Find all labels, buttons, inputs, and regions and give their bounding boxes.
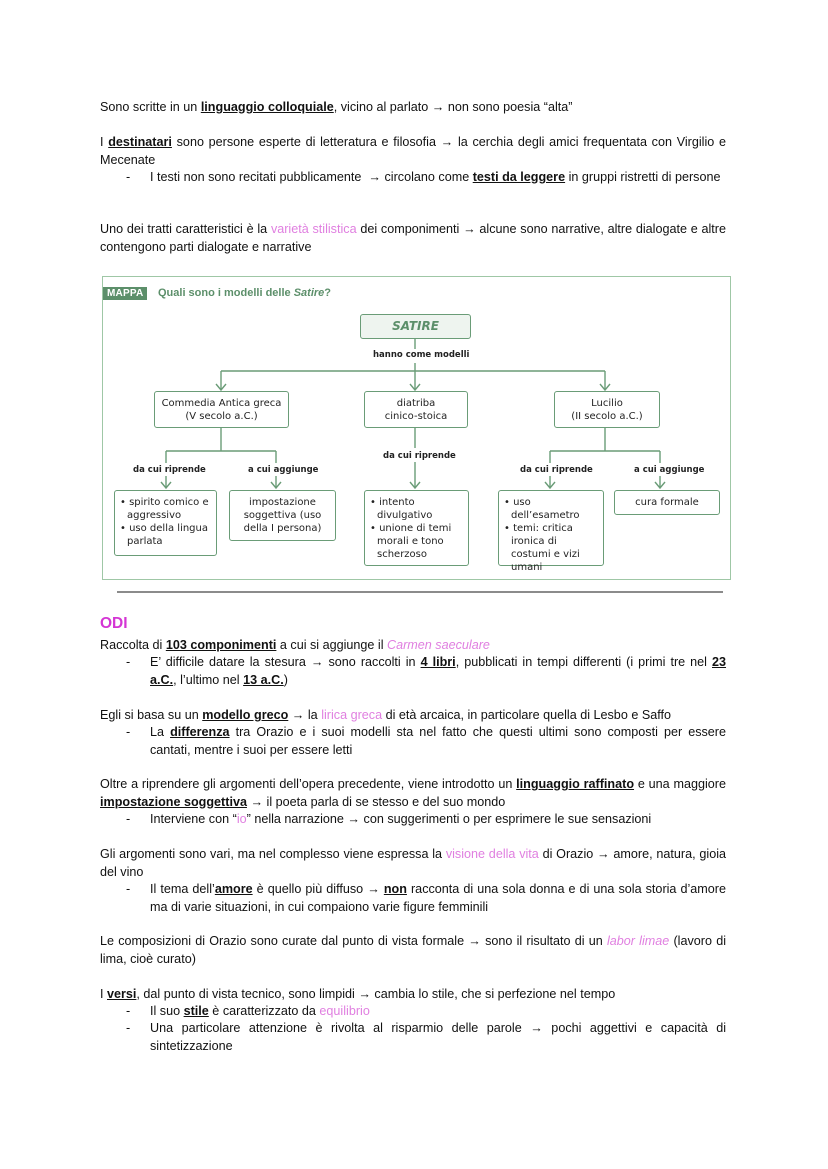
odi-paragraph-6: I versi, dal punto di vista tecnico, sono limpidi → cambia lo stile, che si perfezione nel tempo <box>100 987 616 1001</box>
map-leaf-diatriba-riprende <box>364 490 469 566</box>
edge-label-commedia-aggiunge: a cui aggiunge <box>248 465 319 475</box>
map-leaf-commedia-riprende <box>114 490 217 556</box>
odi-paragraph-4: Gli argomenti sono vari, ma nel complesso viene espressa la visione della vita di Orazio → amore, natura, gioia del vino <box>100 847 727 879</box>
map-title: Quali sono i modelli delle Satire? <box>158 287 332 299</box>
edge-label-commedia-riprende: da cui riprende <box>133 465 206 475</box>
leaf-item: • spirito comico e aggressivo <box>120 497 209 521</box>
term-linguaggio-colloquiale: linguaggio colloquiale <box>200 100 334 114</box>
odi-paragraph-1: Raccolta di 103 componimenti a cui si aggiunge il Carmen saeculare <box>100 638 490 652</box>
map-leaf-commedia-aggiunge: impostazione soggettiva (uso della I persona) <box>229 490 336 541</box>
map-leaf-lucilio-riprende <box>498 490 604 573</box>
intro-paragraph-1: Sono scritte in un linguaggio colloquiale, vicino al parlato → non sono poesia “alta” <box>100 100 573 114</box>
map-node-lucilio: Lucilio (II secolo a.C.) <box>554 391 660 428</box>
edge-label-lucilio-riprende: da cui riprende <box>520 465 593 475</box>
odi-list-item-4: - Il tema dell’amore è quello più diffuso → non racconta di una sola donna e di una sola storia d’amore ma di varie situazioni, in cui compaiono varie figure femminili <box>126 882 726 914</box>
odi-list-item-1: - E’ difficile datare la stesura → sono raccolti in 4 libri, pubblicati in tempi differenti (i primi tre nel 23 a.C., l’ultimo nel 13 a.C.) <box>126 655 727 687</box>
odi-list-item-2: - La differenza tra Orazio e i suoi modelli sta nel fatto che questi ultimi sono composti per essere cantati, mentre i suoi per essere letti <box>126 725 726 757</box>
section-heading-odi: ODI <box>100 615 128 632</box>
leaf-item: • uso dell’esametro <box>504 497 580 521</box>
odi-paragraph-2: Egli si basa su un modello greco → la lirica greca di età arcaica, in particolare quella di Lesbo e Saffo <box>100 708 671 722</box>
odi-paragraph-5: Le composizioni di Orazio sono curate dal punto di vista formale → sono il risultato di un labor limae (lavoro di lima, cioè curato) <box>100 934 726 966</box>
odi-paragraph-3: Oltre a riprendere gli argomenti dell’opera precedente, viene introdotto un linguaggio raffinato e una maggiore impostazione soggettiva → il poeta parla di se stesso e del suo mondo <box>100 777 726 809</box>
intro-paragraph-3: Uno dei tratti caratteristici è la varietà stilistica dei componimenti → alcune sono narrative, altre dialogate e altre contengono parti dialogate e narrative <box>100 222 727 254</box>
map-leaf-lucilio-aggiunge: cura formale <box>614 490 720 515</box>
section-divider <box>117 591 723 593</box>
leaf-item: • temi: critica ironica di costumi e vizi umani <box>504 523 580 573</box>
odi-list-item-3: - Interviene con “io” nella narrazione → con suggerimenti o per esprimere le sue sensazioni <box>126 812 652 826</box>
map-node-diatriba: diatriba cinico-stoica <box>364 391 468 428</box>
intro-list-item: - I testi non sono recitati pubblicamente → circolano come testi da leggere in gruppi ristretti di persone <box>126 170 721 184</box>
intro-paragraph-2: I destinatari sono persone esperte di letteratura e filosofia → la cerchia degli amici frequentata con Virgilio e Mecenate <box>100 135 726 167</box>
odi-list-item-6: - Una particolare attenzione è rivolta al risparmio delle parole → pochi aggettivi e capacità di sintetizzazione <box>126 1021 726 1053</box>
edge-label-hanno-come-modelli: hanno come modelli <box>373 350 470 360</box>
term-destinatari: destinatari <box>108 135 172 149</box>
leaf-item: • unione di temi morali e tono scherzoso <box>370 523 452 560</box>
edge-label-lucilio-aggiunge: a cui aggiunge <box>634 465 705 475</box>
odi-list-item-5: - Il suo stile è caratterizzato da equilibrio <box>126 1004 370 1018</box>
concept-map-satire <box>102 276 731 580</box>
map-node-commedia: Commedia Antica greca (V secolo a.C.) <box>154 391 289 428</box>
map-root-satire: SATIRE <box>360 314 471 339</box>
edge-label-diatriba-riprende: da cui riprende <box>383 451 456 461</box>
leaf-item: • intento divulgativo <box>370 497 433 521</box>
map-tag: MAPPA <box>103 287 147 300</box>
leaf-item: • uso della lingua parlata <box>120 523 208 547</box>
